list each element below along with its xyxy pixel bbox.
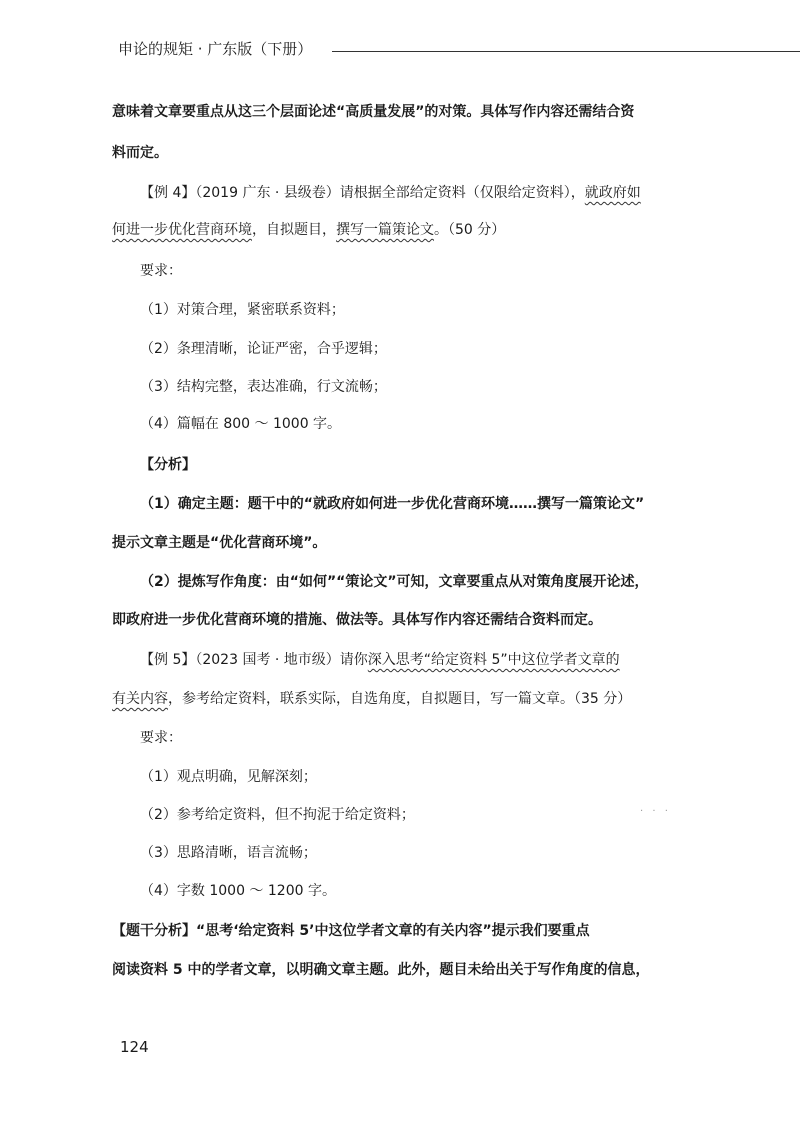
example5-text-d: ，参考给定资料，联系实际，自选角度，自拟题目，写一篇文章。（35 分） [168,691,632,707]
example4-line-2 [112,214,712,246]
analysis-title: 【分析】 [140,457,196,473]
example5-req-3: （3）思路清晰，语言流畅； [140,845,317,861]
example5-req-2: （2）参考给定资料，但不拘泥于给定资料； [140,807,415,823]
example5-req-1: （1）观点明确，见解深刻； [140,769,317,785]
example5-req-title: 要求： [140,730,182,746]
example4-req-3: （3）结构完整，表达准确，行文流畅； [140,379,387,395]
example4-req-1: （1）对策合理，紧密联系资料； [140,302,345,318]
header-title: 申论的规矩 · 广东版（下册） [118,40,313,58]
stem-analysis-line2: 阅读资料 5 中的学者文章，以明确文章主题。此外，题目未给出关于写作角度的信息， [112,962,650,978]
example5-text-b: 深入思考“给定资料 5”中这位学者文章的 [367,652,620,668]
example5-line-2 [112,683,712,715]
example5-text-c: 有关内容 [112,691,168,707]
stem-analysis-line1: 【题干分析】“思考‘给定资料 5’中这位学者文章的有关内容”提示我们要重点 [112,923,590,939]
example4-text-f: 。（50 分） [434,222,506,238]
intro-line-2: 料而定。 [112,145,168,161]
example5-tag: 【例 5】 [140,652,196,668]
page-number: 124 [120,1038,149,1056]
header-rule [332,51,800,52]
example4-text-d: ，自拟题目， [252,222,336,238]
example4-tag: 【例 4】 [140,185,196,201]
scan-speckle: · · · [640,806,671,817]
intro-line-1: 意味着文章要重点从这三个层面论述“高质量发展”的对策。具体写作内容还需结合资 [112,104,635,120]
analysis-point2-line1: （2）提炼写作角度：由“如何”“策论文”可知，文章要重点从对策角度展开论述， [140,574,649,590]
example5-text-a: （2023 国考 · 地市级）请你 [195,652,368,668]
example4-text-b: 就政府如 [584,185,641,201]
running-header [118,34,718,64]
example4-text-c: 何进一步优化营商环境 [112,222,252,238]
example5-req-4: （4）字数 1000 ～ 1200 字。 [140,883,336,899]
example4-text-a: （2019 广东 · 县级卷）请根据全部给定资料（仅限给定资料）， [195,185,585,201]
example4-req-2: （2）条理清晰，论证严密，合乎逻辑； [140,341,387,357]
example4-req-title: 要求： [140,263,182,279]
analysis-point1-line2: 提示文章主题是“优化营商环境”。 [112,535,327,551]
analysis-point1-line1: （1）确定主题：题干中的“就政府如何进一步优化营商环境……撰写一篇策论文” [140,496,645,512]
example4-text-e: 撰写一篇策论文 [336,222,434,238]
example4-req-4: （4）篇幅在 800 ～ 1000 字。 [140,416,342,432]
example5-line-1 [112,644,740,676]
example4-line-1 [112,177,740,209]
analysis-point2-line2: 即政府进一步优化营商环境的措施、做法等。具体写作内容还需结合资料而定。 [112,612,602,628]
